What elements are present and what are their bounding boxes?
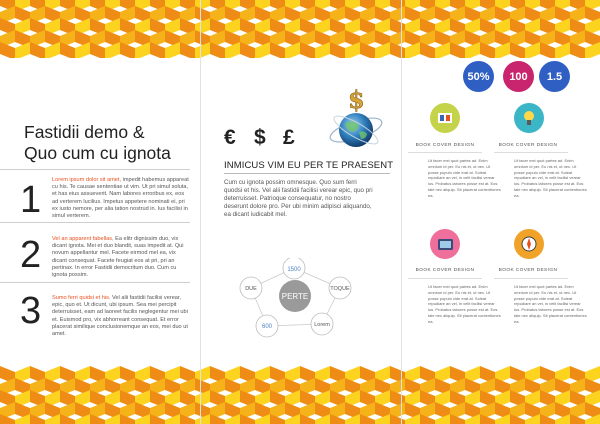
card-divider [494,278,568,279]
fold-line-right [401,0,402,424]
book-icon [430,103,460,133]
badge-percent: 50% [463,61,494,92]
globe-dollar-icon [326,86,386,154]
title-line-1: Fastidii demo & [24,122,145,142]
diagram-node-label: Lorem [314,322,330,328]
card-divider [408,152,482,153]
svg-text:$: $ [348,86,365,114]
top-chevron-band [0,0,600,58]
card-title: BOOK COVER DESIGN [498,268,558,273]
lightbulb-icon [514,103,544,133]
section-number: 1 [20,179,42,221]
card-text: Ut facer mei quot partes ad. Enim omnium id per. Eu nis et, ut nec. Ut posse populo vide erat at. Soleat repudiare an vel, in velit facilisi verear ius. Probatus labores posse est at. Eos tale nec aliquip. Sit placerat contentiones ea. [428,158,501,198]
section-divider [0,282,190,283]
diagram-node-label: 1500 [287,267,301,273]
compass-icon [514,229,544,259]
card-divider [408,278,482,279]
card-icon-circle [514,103,544,133]
diagram-node-label: 600 [261,324,273,330]
section-divider [0,222,190,223]
cycle-diagram [228,258,360,338]
section-highlight: Lorem ipsum dolor sit amet, [52,177,122,183]
card-icon-circle [514,229,544,259]
section-paragraph [52,236,190,279]
pound-icon: £ [283,126,295,149]
fold-line-left [200,0,201,424]
diagram-node-label: DUE [245,286,257,292]
section-highlight: Sumo ferri quidsi et his. [52,295,111,301]
section-paragraph [52,177,190,220]
panel2-paragraph: Cum cu ignota possim omnesque. Quo sum ferri quodsi et his. Vel alii fastidii facilisi verear epic, quo pri deterruisset. Patrioque consequatur, no nostro deserunt dolore pro. Per ubi minim adipisci aliquando, ea dicant iudicabit mel. [224,179,373,218]
card-title: BOOK COVER DESIGN [415,268,475,273]
diagram-center-label: PERTE [281,292,309,301]
card-icon-circle [430,103,460,133]
badge-count: 100 [503,61,534,92]
card-title: BOOK COVER DESIGN [498,143,558,148]
section-paragraph [52,295,190,338]
card-icon-circle [430,229,460,259]
section-text: Ea elitr dignissim duo, vix dicant ignota. Mei et duo blandit, suas impedit at. Qui novum appellantur mel. Facete eirmod mel ea, vix dicant consequat. Facete feugiat eos at pri, pri an pertinax. In error Fastidii democritum duo. Cum cu ignota possim. [52,236,184,279]
section-divider [0,169,190,170]
title-line-2: Quo cum cu ignota [24,143,171,163]
diagram-node-label: TOQUE [330,286,350,292]
card-title: BOOK COVER DESIGN [415,143,475,148]
dollar-icon: $ [254,126,266,149]
section-number: 2 [20,234,42,276]
heading-underline [224,173,390,174]
bottom-chevron-band [0,366,600,424]
card-text: Ut facer mei quot partes ad. Enim omnium id per. Eu nis et, ut nec. Ut posse populo vide erat at. Soleat repudiare an vel, in velit facilisi verear ius. Probatus labores posse est at. Eos tale nec aliquip. Sit placerat contentiones ea. [514,284,587,324]
section-text: impedit habemus appareat cu his. Te causae sententiae ut vim. Ut pri simul soluta, et has eius assueverit. Nam labores erroribus ex, eos ad verterem lucilius. Impetus appetere nominati ei, pri ex iusto nemore, per alia tation nostrud in. Ius facilisi in simul verterem. [52,177,189,220]
badge-ratio: 1.5 [539,61,570,92]
card-text: Ut facer mei quot partes ad. Enim omnium id per. Eu nis et, ut nec. Ut posse populo vide erat at. Soleat repudiare an vel, in velit facilisi verear ius. Probatus labores posse est at. Eos tale nec aliquip. Sit placerat contentiones ea. [428,284,501,324]
section-number: 3 [20,290,42,332]
euro-icon: € [224,126,236,149]
tablet-icon [430,229,460,259]
card-divider [494,152,568,153]
section-highlight: Vel an apparent fabellas, [52,236,114,242]
section-heading: INMICUS VIM EU PER TE PRAESENT [224,160,394,171]
section-text: Vel alii fastidii facilisi verear, epic, quo et. Ut dicunt, ubi ipsum. Sea mei percipit deterruisset, eam ad laoreet facilis neglegentur mei ubi et. Euismod pro, vix abhorreant consequat. Et error placerat similique conclusionemque an eos, mei duo ut amet. [52,295,188,338]
card-text: Ut facer mei quot partes ad. Enim omnium id per. Eu nis et, ut nec. Ut posse populo vide erat at. Soleat repudiare an vel, in velit facilisi verear ius. Probatus labores posse est at. Eos tale nec aliquip. Sit placerat contentiones ea. [514,158,587,198]
page-title [24,122,171,164]
